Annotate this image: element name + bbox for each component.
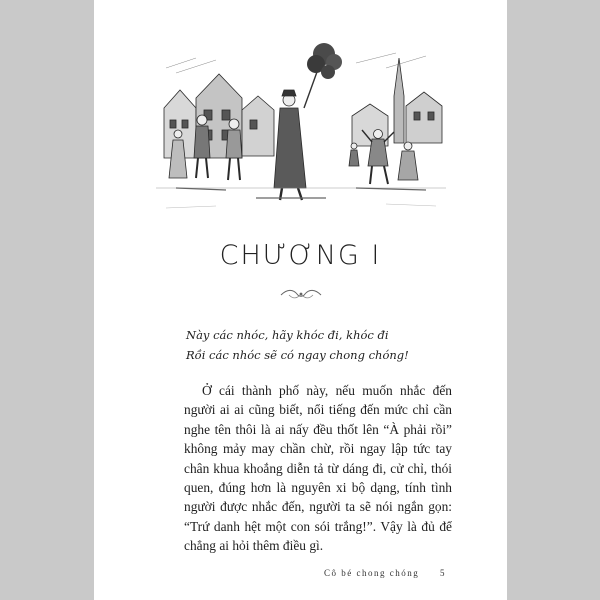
street-scene-engraving-icon	[156, 38, 446, 216]
epigraph-line-1: Này các nhóc, hãy khóc đi, khóc đi	[186, 328, 389, 342]
book-page	[94, 0, 507, 600]
running-title: Cô bé chong chóng	[324, 568, 420, 578]
page-footer	[94, 568, 507, 582]
chapter-title: CHƯƠNG I	[219, 240, 382, 271]
page-number: 5	[440, 568, 445, 578]
flourish-divider-icon	[279, 285, 323, 303]
body-paragraph: Ở cái thành phố này, nếu muốn nhắc đến người ai ai cũng biết, nổi tiếng đến mức chỉ cần nghe tên thôi là ai nấy đều thốt lên “À phải rồi” không mảy may chần chừ, rồi ngay lập tức tay chân khua khoắng diễn tả từ dáng đi, cử chỉ, thói quen, đúng hơn là nguyên xi bộ dạng, tính tình người được nhắc đến, người ta sẽ nói ngắn gọn: “Trứ danh hệt một con sói trắng!”. Vậy là đủ để chẳng ai hỏi thêm điều gì.	[184, 383, 452, 554]
epigraph	[186, 325, 476, 365]
epigraph-line-2: Rồi các nhóc sẽ có ngay chong chóng!	[186, 348, 409, 362]
